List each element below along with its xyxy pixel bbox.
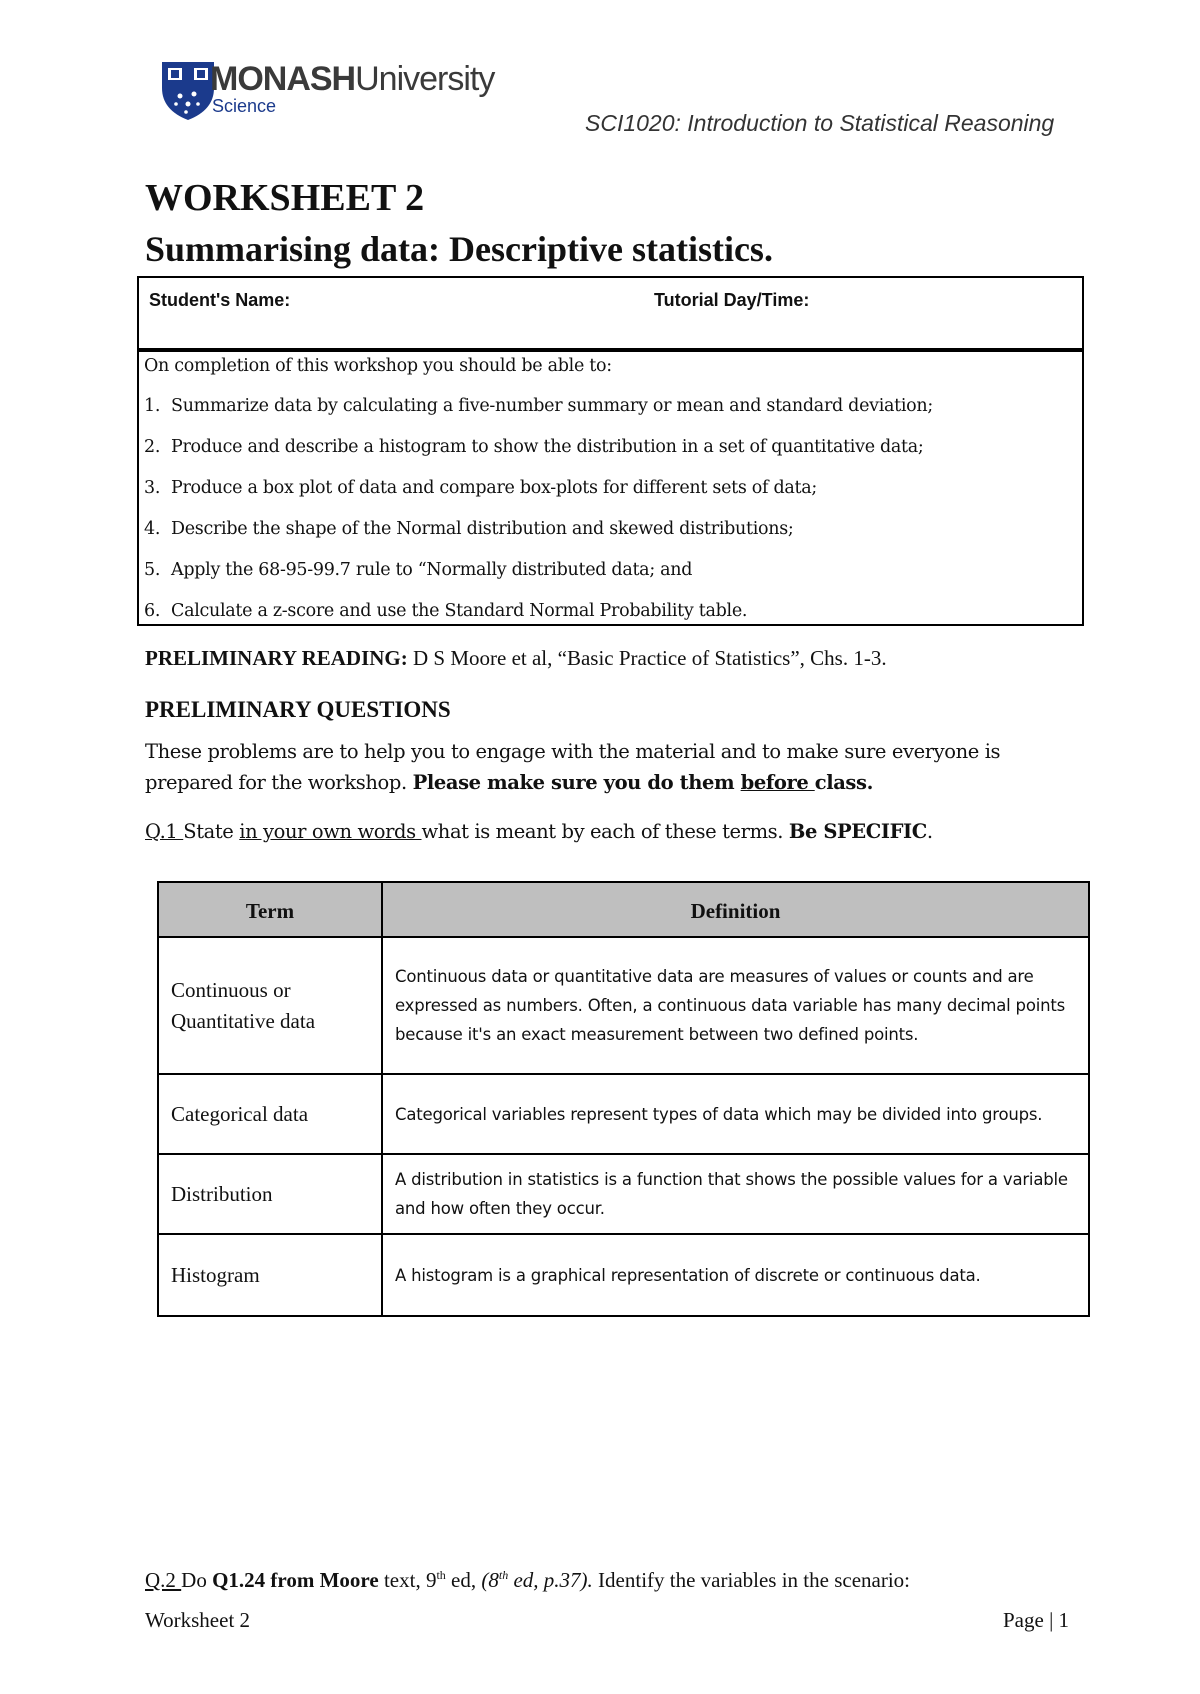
logo-university: University <box>355 60 495 98</box>
table-row <box>158 937 1089 1074</box>
monash-logo <box>158 58 518 122</box>
student-name-label: Student's Name: <box>149 290 291 310</box>
preliminary-questions-heading: PRELIMINARY QUESTIONS <box>145 697 451 722</box>
objective-item: 6. Calculate a z-score and use the Standard Normal Probability table. <box>144 601 748 621</box>
question-1: Q.1 State in your own words what is meant by each of these terms. Be SPECIFIC. <box>145 820 933 843</box>
preliminary-reading: PRELIMINARY READING: D S Moore et al, “Basic Practice of Statistics”, Chs. 1-3. <box>145 646 887 670</box>
term-cell: Histogram <box>158 1234 382 1316</box>
logo-faculty: Science <box>212 96 277 116</box>
course-code: SCI1020: Introduction to Statistical Reasoning <box>585 110 1055 136</box>
worksheet-subtitle: Summarising data: Descriptive statistics. <box>145 229 773 269</box>
footer-worksheet-label: Worksheet 2 <box>145 1608 251 1632</box>
definition-cell: Categorical variables represent types of data which may be divided into groups. <box>382 1074 1089 1154</box>
question-2: Q.2 Do Q1.24 from Moore text, 9th ed, (8th ed, p.37). Identify the variables in the scenario: <box>145 1568 911 1592</box>
table-row <box>158 1074 1089 1154</box>
tutorial-time-label: Tutorial Day/Time: <box>654 290 810 310</box>
definition-cell: A histogram is a graphical representation of discrete or continuous data. <box>382 1234 1089 1316</box>
objective-item: 2. Produce and describe a histogram to show the distribution in a set of quantitative data; <box>144 437 924 457</box>
term-cell: Distribution <box>158 1154 382 1234</box>
table-row <box>158 1154 1089 1234</box>
table-header-row <box>158 882 1089 937</box>
learning-objectives-box <box>137 350 1084 626</box>
definition-cell: A distribution in statistics is a function that shows the possible values for a variable and how often they occur. <box>382 1154 1089 1234</box>
objective-item: 4. Describe the shape of the Normal distribution and skewed distributions; <box>144 519 794 539</box>
column-header-definition: Definition <box>382 882 1089 937</box>
objectives-intro: On completion of this workshop you should be able to: <box>144 356 612 376</box>
term-cell: Categorical data <box>158 1074 382 1154</box>
student-info-box <box>137 276 1084 350</box>
worksheet-title: WORKSHEET 2 <box>145 177 425 219</box>
footer-page-number: Page | 1 <box>1003 1608 1070 1632</box>
term-cell: Continuous or Quantitative data <box>158 937 382 1074</box>
definition-cell: Continuous data or quantitative data are measures of values or counts and are expressed as numbers. Often, a continuous data variable has many decimal points because it's an exact measurement between two defined points. <box>382 937 1089 1074</box>
definitions-table <box>157 881 1090 1317</box>
logo-monash: MONASH <box>210 60 356 98</box>
objective-item: 3. Produce a box plot of data and compare box-plots for different sets of data; <box>144 478 817 498</box>
objective-item: 5. Apply the 68-95-99.7 rule to “Normally distributed data; and <box>144 560 693 580</box>
table-row <box>158 1234 1089 1316</box>
column-header-term: Term <box>158 882 382 937</box>
monash-crest-icon <box>158 58 218 122</box>
preliminary-instructions: These problems are to help you to engage with the material and to make sure everyone is prepared for the workshop. Please make sure you do them before class. <box>145 740 1001 794</box>
objective-item: 1. Summarize data by calculating a five-number summary or mean and standard deviation; <box>144 396 933 416</box>
